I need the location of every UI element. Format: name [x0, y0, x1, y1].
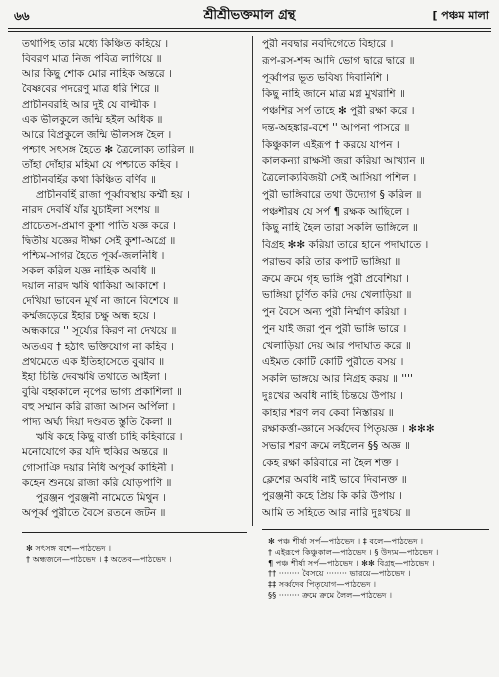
verse-line: কাহার শরণ লব কেবা নিস্তারয় ॥ — [262, 406, 394, 419]
verse-line: প্রাচেতস-প্রমাণ কুশা পাতি যজ্ঞ করে । — [22, 219, 176, 232]
footnotes-left — [26, 543, 248, 565]
verse-line: সভার শরণ ক্রমে লইলেন §§ অজ্ঞ ॥ — [262, 440, 410, 452]
verse-line: পুরী নবদ্বার নবদিগেতে বিহারে । — [262, 38, 394, 50]
verse-line: আরে বিপ্রকুলে জন্মি ভীলসঙ্গ হৈল । — [22, 128, 172, 141]
verse-line: সকলি ভাঙ্গয়ে আর নিগ্রহ করয় ॥ '''' — [262, 373, 413, 385]
verse-line: পরাভব করি তার কপাট ভাঙ্গিয়া ॥ — [262, 255, 401, 268]
right-verse-column — [262, 38, 490, 520]
header-rule — [8, 28, 491, 29]
verse-line: দন্ত-অহঙ্কার-বশে '' আপনা পাসরে ॥ — [262, 121, 410, 134]
verse-line: এইমত কোটি কোটি পুরীতে বসয় । — [262, 356, 404, 369]
footnote-rule-left — [22, 532, 247, 533]
verse-line: পুন যাই জরা পুন পুরী ভাঙ্গি ভারে । — [262, 322, 407, 335]
verse-line: কিছু নাহি হৈল তারা সকলি ভাঙ্গিলে ॥ — [262, 222, 418, 235]
verse-line: বহু সম্মান করি রাজা আসন অর্পিলা । — [22, 401, 176, 413]
verse-line: পশ্চাৎ সৎসঙ্গ হৈতে ✻ ত্রৈলোক্য তারিল ॥ — [22, 143, 195, 156]
verse-line: পাদ্য অর্ঘ্য দিয়া দণ্ডবত স্তুতি কৈলা ॥ — [22, 416, 173, 429]
verse-line: পূর্ব্বাপর ভূত ভবিষ্য দিবানিশি । — [262, 71, 390, 84]
verse-line: বিগ্রহ ✻✻ করিয়া তারে হানে পদাঘাতে । — [262, 239, 429, 251]
verse-line: এক ভীলকুলে জন্মি হইল অধিক ॥ — [22, 113, 163, 126]
verse-line: আর কিছু শোক মোর নাহিক অন্তরে । — [22, 68, 172, 81]
footnote-line: †† ········ বৈসয়ে ········ ভারয়ে—পাঠভেদ । — [268, 568, 411, 579]
header-rule-second — [8, 31, 491, 32]
verse-line: তাঁহা দোঁহার মহিমা যে পশ্চাতে কহিব । — [22, 159, 179, 171]
verse-line: অপূর্ব্ব পুরীতে বৈসে রতনে জটন ॥ — [22, 506, 166, 519]
section-label: [ পঞ্চম মালা — [432, 9, 489, 22]
left-verse-column — [22, 38, 242, 520]
verse-line: ভাঙ্গিয়া চূর্ণিত করি দেয় খেলাড়িয়া ॥ — [262, 289, 412, 302]
verse-line: মনোযোগে কর যদি হুব্বির অন্তরে ॥ — [22, 446, 168, 459]
verse-line: খেলাড়িয়া দেয় আর পদাঘাত করে ॥ — [262, 339, 411, 352]
verse-line: পুরঞ্জন পুরঞ্জনী নামেতে মিথুন । — [36, 491, 166, 504]
verse-line: অতএব † হঠাৎ ভক্তিযোগ না কহিব । — [22, 340, 174, 353]
verse-line: প্রাচীনবর্হির কথা কিঞ্চিত বর্ণিব ॥ — [22, 174, 156, 187]
footnote-line: ✻ পঞ্চ শীর্ষা সর্প—পাঠভেদ । ‡ বলে—পাঠভেদ । — [268, 536, 424, 546]
verse-line: কেহ রক্ষা করিবারে না হৈল শক্ত । — [262, 456, 399, 469]
footnote-line: † এইরূপে কিঞ্চুকাল—পাঠভেদ । § উদ্যম—পাঠভেদ । — [268, 546, 439, 557]
verse-line: কহেন শুনয়ে রাজা করি যোড়পাণি ॥ — [22, 476, 172, 489]
footnotes-right — [268, 536, 490, 601]
verse-line: পশ্চিম-সাগর হৈতে পূর্ব্ব-জলনিধি । — [22, 249, 165, 262]
verse-line: ত্রৈলোক্যবিজয়ী সেই আসিয়া পশিল । — [262, 172, 417, 184]
footnote-rule-right — [262, 529, 489, 530]
verse-line: প্রাচীনবরহি আর দুই যে বাল্মীক । — [22, 98, 157, 111]
footnote-line: ¶ পঞ্চ শীর্ষা সর্প—পাঠভেদ । ✻✻ বিগ্রহ—পাঠভেদ । — [268, 557, 435, 568]
column-divider — [252, 36, 253, 526]
verse-line: দুঃখের অবধি নাহি চিন্তয়ে উপায় । — [262, 389, 403, 402]
verse-line: পঞ্চশির সর্প তাহে ✻ পুরী রক্ষা করে । — [262, 105, 415, 117]
verse-line: বুঝি বহ্বকালে নৃপের ভাগ্য প্রকাশিলা ॥ — [22, 385, 183, 398]
verse-line: কর্ম্মজড়েরে ইহার চক্ষু অন্ধ হয়ে । — [22, 310, 156, 323]
verse-line: বিবরণ মাত্র নিজ পবিত্র লাগিয়ে ॥ — [22, 53, 162, 66]
verse-line: দয়াল নারদ ঋষি থাকিয়া আকাশে । — [22, 280, 166, 292]
footnote-line: ‡‡ সর্ব্বদেব পিতৃযোগ—পাঠভেদ । — [268, 579, 377, 590]
verse-line: কিঞ্চুকাল এইরূপ † করয়ে যাপন । — [262, 138, 400, 151]
verse-line: পুরঞ্জনী কহে প্রিয় কি করি উপায় । — [262, 490, 403, 503]
verse-line: দেখিয়া ভাবেন মূর্খ না জানে বিশেষে ॥ — [22, 295, 179, 308]
verse-line: আমি ত সহিতে আর নারি দুঃখচয় ॥ — [262, 507, 411, 519]
footnote-line: ✻ সৎসঙ্গ বশে—পাঠভেদ । — [26, 543, 112, 553]
verse-line: রূপ-রস-শব্দ আদি ভোগ দ্বারে দ্বারে ॥ — [262, 54, 415, 67]
verse-line: ক্রমে ক্রমে গৃহ ভাঙ্গি পুরী প্রবেশিয়া । — [262, 272, 409, 285]
verse-line: কালকন্যা রাক্ষসী জরা করিয়া আখ্যান ॥ — [262, 155, 425, 168]
verse-line: ক্লেশের অবধি নাই ভাবে দিবানক্ত ॥ — [262, 473, 407, 486]
verse-line: সকল করিল যজ্ঞ নাহিক অবধি ॥ — [22, 264, 156, 277]
verse-line: ঋষি কহে কিছু বার্ত্তা চাহি কহিবারে । — [36, 431, 183, 444]
verse-line: দ্বিতীয় যজ্ঞের দীক্ষা সেই কুশা-অগ্রে ॥ — [22, 234, 176, 247]
verse-line: রক্ষাকর্ত্তা-জ্ঞানে সর্ব্বদেব পিতৃয়জ্ঞ । ✻✻✻ — [262, 423, 435, 436]
footnote-line: §§ ········ ক্রমে ক্রমে লৈল—পাঠভেদ । — [268, 589, 393, 600]
verse-line: পুরী ভাঙ্গিবারে তথা উদ্যোগ § করিল ॥ — [262, 188, 422, 201]
verse-line: পুন বৈসে অন্য পুরী নির্ম্মাণ করিয়া । — [262, 306, 407, 318]
verse-line: বৈষ্ণবের পদরেণু মাত্র ধরি শিরে ॥ — [22, 83, 160, 96]
verse-line: কিছু নাহি জানে মাত্র মগ্ন মুখরাশি ॥ — [262, 88, 405, 101]
verse-line: পঞ্চশীরষ যে সর্প ¶ রক্ষক আছিলে । — [262, 205, 410, 218]
verse-line: ইহা চিন্তি দেবঋষি তথাতে আইলা । — [22, 370, 167, 383]
verse-line: নারদ দেবর্ষি যাঁর যুচাইলা সংশয় ॥ — [22, 204, 160, 217]
verse-line: প্রথমেতে এক ইতিহাসেতে বুঝাব ॥ — [22, 355, 165, 368]
verse-line: গোসাঞি দয়ার নিধি অপূর্ব্ব কাহিনী । — [22, 461, 174, 474]
verse-line: তথাপিহ তার মধ্যে কিঞ্চিত কহিয়ে । — [22, 38, 169, 50]
book-title: শ্রীশ্রীভক্তমাল গ্রন্থ — [203, 8, 296, 23]
footnote-line: † অন্ধজনে—পাঠভেদ । ‡ অতেব—পাঠভেদ । — [26, 553, 172, 564]
verse-line: অন্ধকারে '' সূর্য্যের কিরণ না দেখয়ে ॥ — [22, 325, 177, 338]
page-number: ৬৬ — [14, 9, 30, 23]
verse-line: প্রাচীনবর্হি রাজা পূর্ব্বাবস্থায় কর্ম্মী হয় । — [36, 189, 190, 202]
